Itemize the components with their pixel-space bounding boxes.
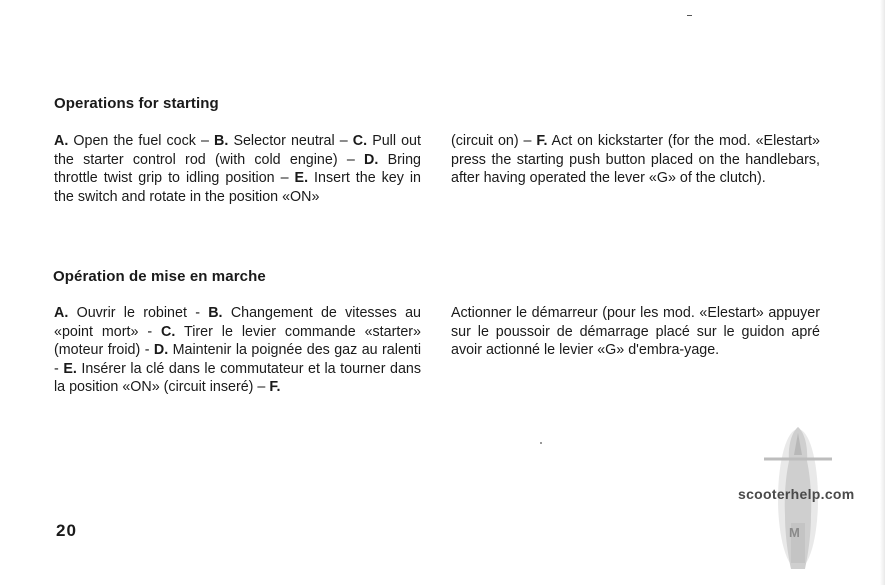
paragraph-fr-left — [54, 304, 421, 397]
step-text: Pull out the starter control rod (with cold engine) – — [54, 133, 421, 168]
step-text: Tirer le levier commande «starter» (moteur froid) - — [54, 323, 421, 359]
step-text: Bring throttle twist grip to idling position – — [54, 151, 421, 187]
watermark-scooterhelp: scooterhelp.com — [738, 486, 855, 502]
paragraph-en-left — [54, 132, 421, 206]
paragraph-fr-right — [451, 304, 820, 360]
step-key: B. — [208, 305, 223, 321]
step-key: E. — [63, 360, 77, 377]
step-key: F. — [269, 379, 281, 396]
step-text: Act on kickstarter (for the mod. «Elestart» press the starting push button placed on the handlebars, after having operated the lever «G» of the clutch). — [451, 133, 820, 187]
page-edge-shadow — [880, 0, 885, 585]
step-key: B. — [214, 133, 229, 149]
step-text: Actionner le démarreur (pour les mod. «Elestart» appuyer sur le poussoir de démarrage placé sur le guidon apré avoir actionné le levier «G» d'embra-yage. — [451, 305, 820, 359]
step-key: A. — [54, 133, 69, 149]
print-speck — [540, 442, 542, 444]
step-key: A. — [54, 305, 69, 321]
step-text: Open the fuel cock – — [68, 133, 215, 149]
step-text: Selector neutral – — [228, 133, 353, 149]
paragraph-en-right — [451, 132, 820, 188]
step-text: Insert the key in the switch and rotate in the position «ON» — [54, 170, 421, 205]
step-key: E. — [294, 170, 309, 187]
heading-operations-for-starting: Operations for starting — [54, 95, 219, 112]
step-text: (circuit on) – — [451, 133, 537, 149]
heading-operation-de-mise-en-marche: Opération de mise en marche — [53, 268, 266, 285]
step-text: Insérer la clé dans le commutateur et la tourner dans la position «ON» (circuit inseré) – — [54, 360, 421, 396]
print-speck — [687, 15, 692, 16]
step-key: D. — [364, 151, 379, 168]
step-text: Changement de vitesses au «point mort» - — [54, 305, 421, 340]
step-key: C. — [161, 323, 176, 340]
step-key: C. — [352, 133, 368, 149]
page-number: 20 — [56, 521, 77, 540]
step-key: D. — [153, 342, 169, 359]
step-text: Ouvrir le robinet - — [68, 305, 209, 321]
svg-text:M: M — [789, 525, 800, 540]
step-text: Maintenir la poignée des gaz au ralenti - — [54, 342, 421, 377]
step-key: F. — [536, 133, 548, 149]
